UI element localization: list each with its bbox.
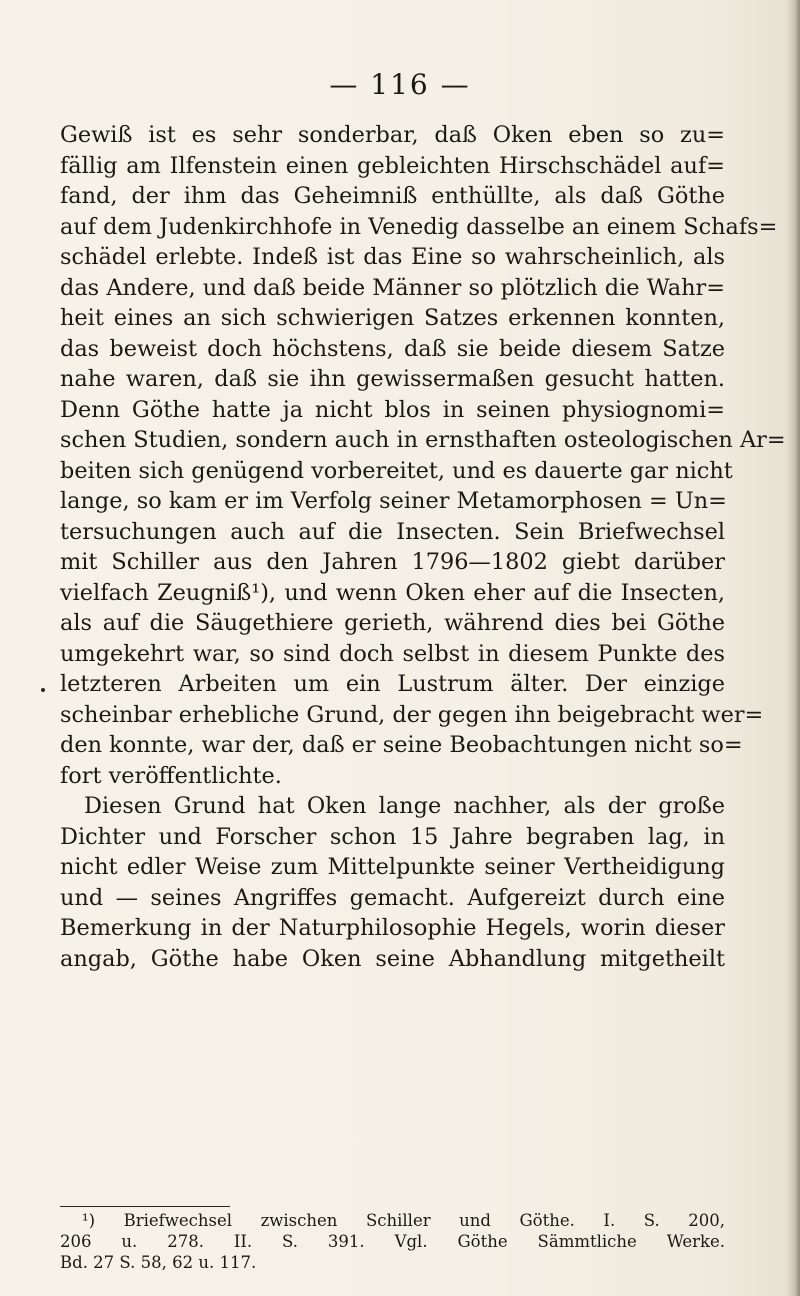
text-line: als auf die Säugethiere gerieth, während dies bei Göthe [60, 610, 725, 636]
text-line: heit eines an sich schwierigen Satzes erkennen konnten, [60, 305, 725, 331]
margin-mark [41, 688, 45, 692]
text-line: vielfach Zeugniß¹), und wenn Oken eher auf die Insecten, [60, 579, 725, 606]
text-line: Denn Göthe hatte ja nicht blos in seinen physiognomi= [60, 396, 725, 423]
footnote-line: ¹) Briefwechsel zwischen Schiller und Göthe. I. S. 200, [82, 1211, 725, 1230]
text-line: umgekehrt war, so sind doch selbst in diesem Punkte des [60, 640, 725, 667]
text-line: und — seines Angriffes gemacht. Aufgereizt durch eine [60, 884, 725, 911]
text-line: Bemerkung in der Naturphilosophie Hegels, worin dieser [60, 915, 725, 941]
text-line: den konnte, war der, daß er seine Beobachtungen nicht so= [60, 732, 743, 758]
text-line: nicht edler Weise zum Mittelpunkte seiner Vertheidigung [60, 854, 725, 880]
text-line: angab, Göthe habe Oken seine Abhandlung mitgetheilt [60, 945, 725, 972]
text-line: lange, so kam er im Verfolg seiner Metamorphosen = Un= [60, 488, 727, 514]
text-line: mit Schiller aus den Jahren 1796—1802 giebt darüber [60, 549, 725, 575]
text-line: fand, der ihm das Geheimniß enthüllte, als daß Göthe [60, 183, 725, 209]
paragraph [60, 120, 786, 791]
text-line: schen Studien, sondern auch in ernsthaften osteologischen Ar= [60, 427, 786, 453]
text-line: tersuchungen auch auf die Insecten. Sein Briefwechsel [60, 518, 725, 545]
footnotes [60, 1210, 725, 1273]
text-line: Diesen Grund hat Oken lange nachher, als der große [84, 793, 725, 819]
page-edge-shadow [786, 0, 800, 1296]
text-line: auf dem Judenkirchhofe in Venedig dasselbe an einem Schafs= [60, 213, 778, 240]
text-line: beiten sich genügend vorbereitet, und es dauerte gar nicht [60, 457, 733, 484]
text-line: Gewiß ist es sehr sonderbar, daß Oken eben so zu= [60, 122, 725, 148]
text-line: fällig am Ilfenstein einen gebleichten Hirschschädel auf= [60, 152, 725, 179]
footnote-line: Bd. 27 S. 58, 62 u. 117. [60, 1253, 257, 1272]
body-text [60, 120, 786, 974]
text-line: Dichter und Forscher schon 15 Jahre begraben lag, in [60, 823, 725, 850]
paragraph [60, 791, 725, 974]
text-line: fort veröffentlichte. [60, 762, 282, 789]
footnote-line: 206 u. 278. II. S. 391. Vgl. Göthe Sämmtliche Werke. [60, 1232, 725, 1251]
text-line: das beweist doch höchstens, daß sie beide diesem Satze [60, 335, 725, 362]
text-line: scheinbar erhebliche Grund, der gegen ihn beigebracht wer= [60, 701, 764, 728]
text-line: nahe waren, daß sie ihn gewissermaßen gesucht hatten. [60, 366, 725, 392]
footnote-rule [60, 1206, 230, 1207]
text-line: letzteren Arbeiten um ein Lustrum älter. Der einzige [60, 671, 725, 697]
page-number: — 116 — [329, 68, 471, 101]
text-line: das Andere, und daß beide Männer so plötzlich die Wahr= [60, 274, 725, 301]
text-line: schädel erlebte. Indeß ist das Eine so wahrscheinlich, als [60, 244, 725, 270]
